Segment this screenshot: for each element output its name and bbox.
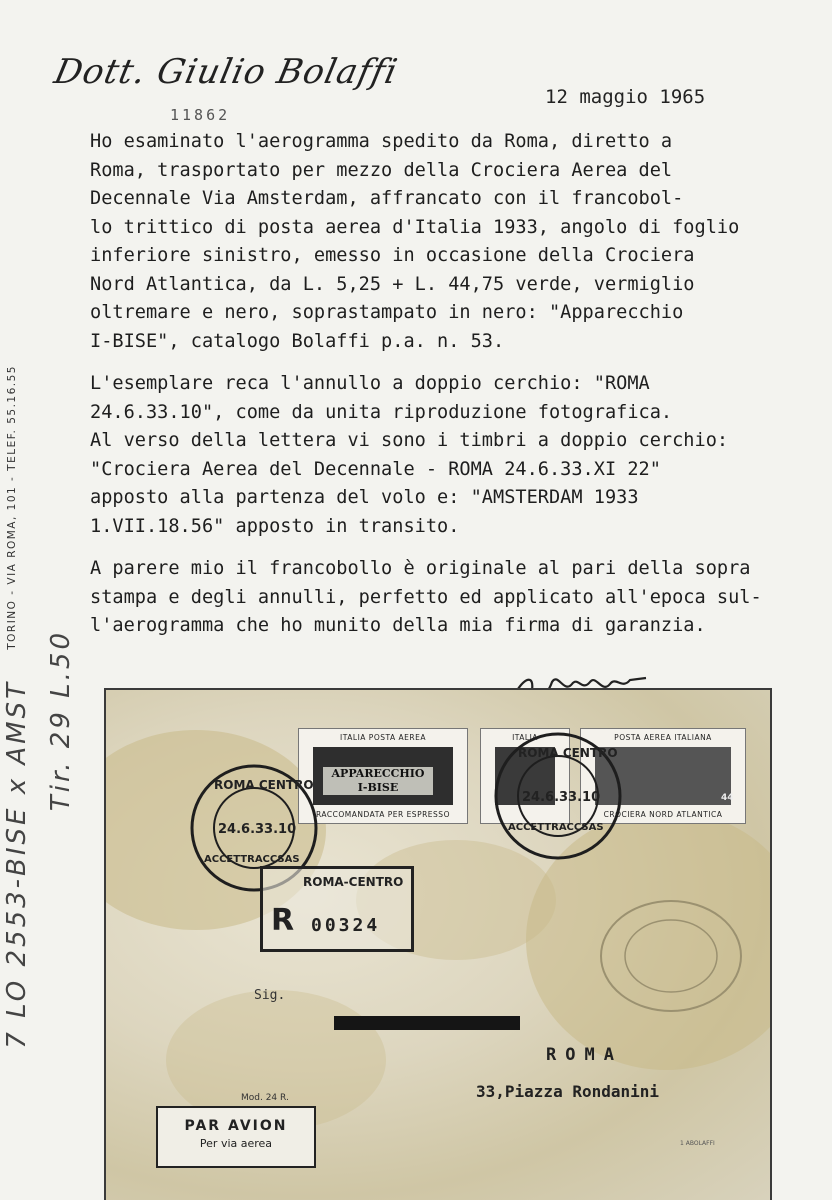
text-line: Roma, trasportato per mezzo della Crociera Aerea del — [90, 159, 673, 181]
text-line: inferiore sinistro, emesso in occasione della Crociera — [90, 245, 695, 266]
postmark-left-top: ROMA CENTRO — [214, 778, 314, 792]
faded-postmark-icon — [596, 896, 746, 1016]
stamp-left-top-text: ITALIA POSTA AEREA — [340, 733, 426, 742]
postmark-right-date: 24.6.33.10 — [522, 790, 601, 805]
text-line: "Crociera Aerea del Decennale - ROMA 24.6.33.XI 22" — [90, 458, 661, 480]
stamp-right-top-text: POSTA AEREA ITALIANA — [614, 733, 712, 742]
address-street: 33,Piazza Rondanini — [476, 1082, 660, 1101]
postmark-right-bottom: ACCETTRACCSAS — [508, 822, 604, 833]
text-line: Al verso della lettera vi sono i timbri a doppio cerchio: — [90, 430, 729, 451]
pencil-note-right: Tir. 29 L.50 — [46, 630, 76, 812]
registration-label — [260, 866, 414, 952]
text-line: 1.VII.18.56" apposto in transito. — [90, 515, 460, 537]
overprint-line-2: I-BISE — [357, 781, 399, 794]
stamp-value: 44 — [721, 793, 734, 803]
text-line: oltremare e nero, soprastampato in nero: "Apparecchio — [90, 302, 684, 323]
address-city: ROMA — [546, 1045, 623, 1065]
stamp-middle-top-text: ITALIA — [512, 733, 538, 742]
registration-number: 00324 — [311, 915, 381, 936]
postmark-right-top: ROMA CENTRO — [518, 746, 618, 760]
postmark-left-bottom: ACCETTRACCSAS — [204, 854, 300, 865]
certificate-date: 12 maggio 1965 — [545, 86, 706, 108]
form-model-label: Mod. 24 R. — [241, 1093, 289, 1103]
par-avion-subtitle: Per via aerea — [199, 1137, 273, 1150]
printer-mark: 1 ABOLAFFI — [680, 1140, 715, 1147]
text-line: l'aerogramma che ho munito della mia firma di garanzia. — [90, 615, 706, 636]
text-line: apposto alla partenza del volo e: "AMSTERDAM 1933 — [90, 487, 639, 508]
stamp-right-bottom-text: CROCIERA NORD ATLANTICA — [603, 810, 723, 819]
pencil-note-left: 7 LO 2553-BISE x AMST — [2, 680, 32, 1049]
text-line: stampa e degli annulli, perfetto ed applicato all'epoca sul- — [90, 586, 762, 608]
certificate-body — [90, 128, 820, 655]
paragraph-description — [90, 128, 820, 356]
text-line: A parere mio il francobollo è originale al pari della sopra — [90, 558, 751, 579]
certificate-number: 11862 — [170, 106, 231, 124]
stamp-overprint — [323, 767, 433, 795]
par-avion-label — [156, 1106, 316, 1168]
addressee-prefix: Sig. — [254, 988, 286, 1003]
text-line: 24.6.33.10", come da unita riproduzione fotografica. — [90, 401, 673, 423]
text-line: L'esemplare reca l'annullo a doppio cerchio: "ROMA — [90, 373, 650, 394]
registration-office: ROMA-CENTRO — [303, 875, 404, 889]
text-line: Nord Atlantica, da L. 5,25 + L. 44,75 verde, vermiglio — [90, 273, 695, 295]
redaction-bar — [334, 1016, 520, 1030]
paragraph-opinion — [90, 555, 820, 641]
text-line: I-BISE", catalogo Bolaffi p.a. n. 53. — [90, 330, 505, 352]
expert-signature: Dott. Giulio Bolaffi — [50, 52, 402, 92]
text-line: Decennale Via Amsterdam, affrancato con il francobol- — [90, 188, 684, 209]
overprint-line-1: APPARECCHIO — [331, 767, 425, 780]
envelope-photo — [104, 688, 772, 1200]
stamp-left — [298, 728, 468, 824]
paragraph-cancellations — [90, 370, 820, 541]
postmark-left-date: 24.6.33.10 — [218, 822, 297, 837]
side-address-text: TORINO - VIA ROMA, 101 - TELEF. 55.16.55 — [6, 365, 18, 650]
stamp-left-bottom-text: RACCOMANDATA PER ESPRESSO — [316, 810, 450, 819]
registration-letter: R — [271, 903, 295, 938]
text-line: lo trittico di posta aerea d'Italia 1933, angolo di foglio — [90, 216, 740, 238]
par-avion-title: PAR AVION — [184, 1118, 288, 1134]
text-line: Ho esaminato l'aerogramma spedito da Roma, diretto a — [90, 131, 673, 152]
